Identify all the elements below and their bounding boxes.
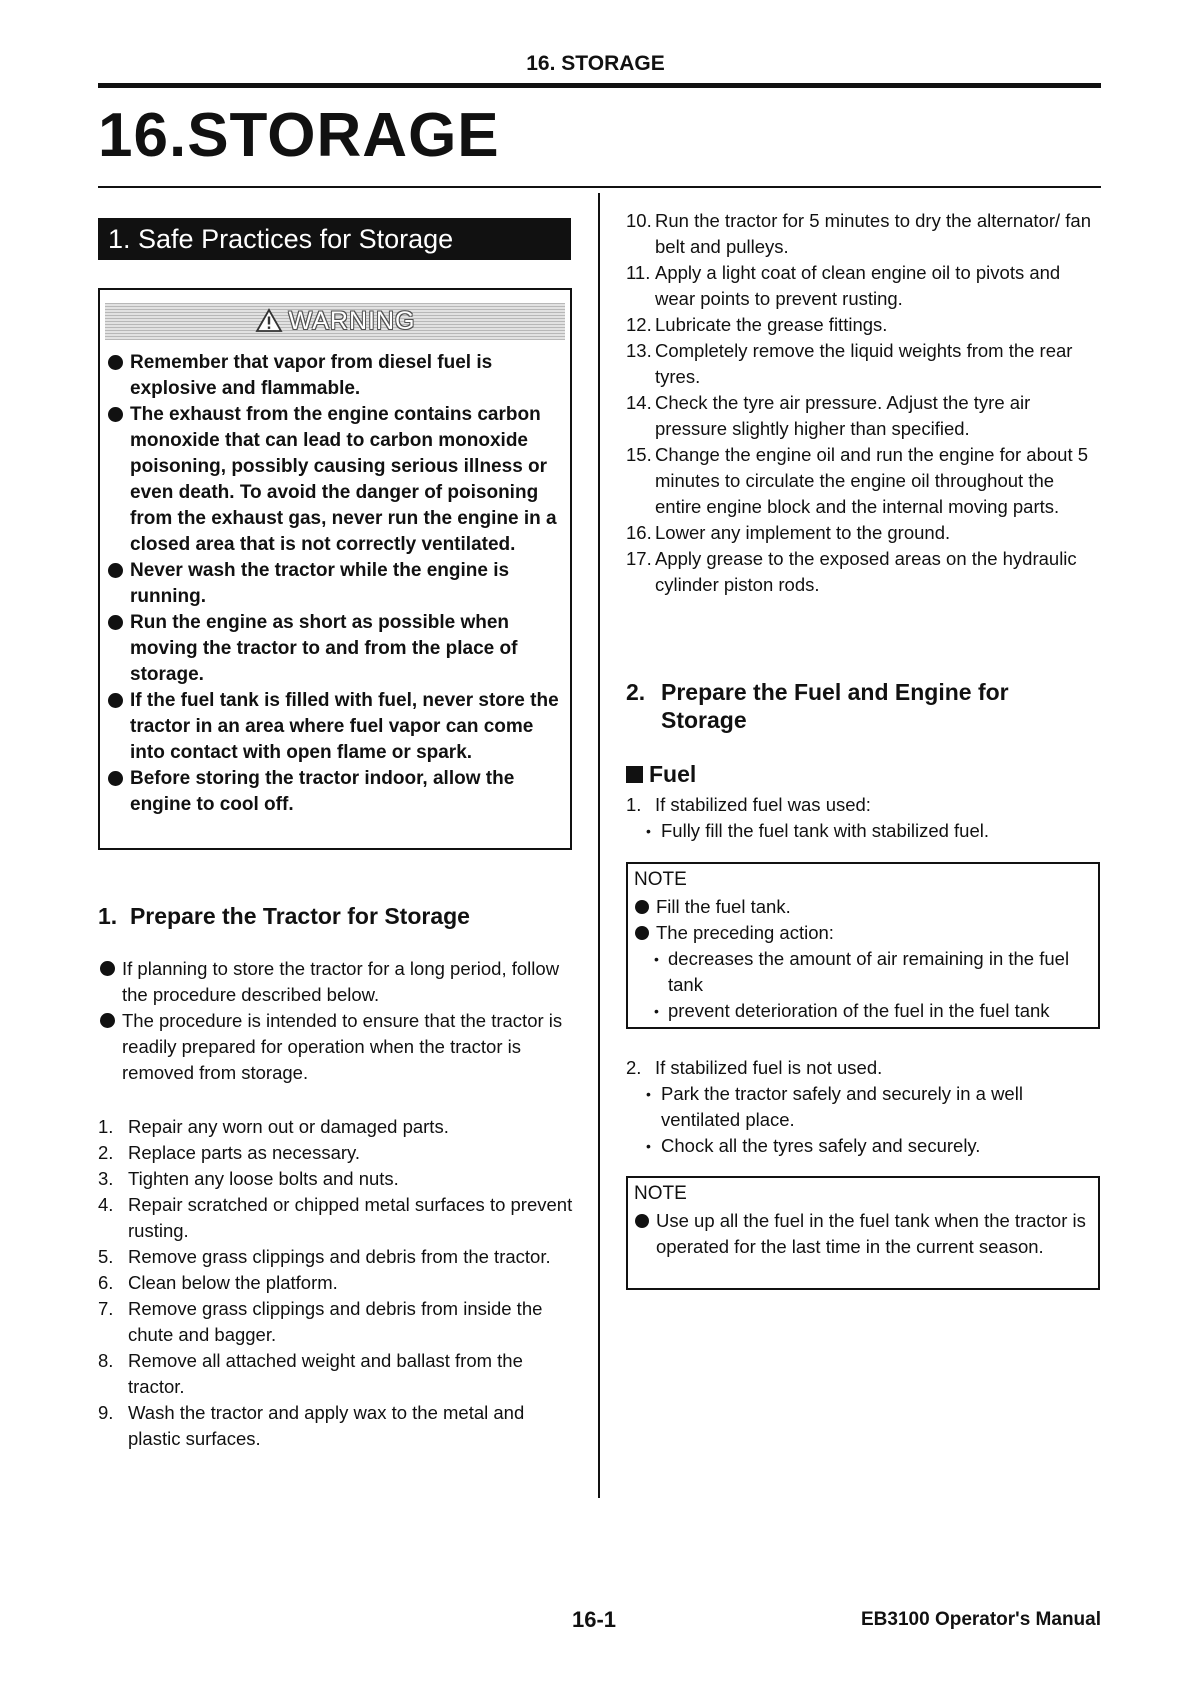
step-text: Repair scratched or chipped metal surfaces to prevent rusting.: [128, 1194, 573, 1241]
warning-box: [98, 288, 572, 850]
list-item: [98, 1400, 573, 1452]
manual-name: EB3100 Operator's Manual: [861, 1609, 1101, 1630]
list-item: [626, 546, 1101, 598]
section-number: 2.: [626, 679, 646, 705]
title-rule: [98, 186, 1101, 188]
step-text: If stabilized fuel was used:: [655, 794, 871, 815]
step-text: Completely remove the liquid weights from the rear tyres.: [655, 340, 1073, 387]
note-title: NOTE: [634, 1183, 687, 1204]
list-item: [626, 390, 1101, 442]
intro-bullet: If planning to store the tractor for a long period, follow the procedure described below.: [98, 956, 573, 1008]
note-list: [634, 894, 1094, 1024]
warning-item: Before storing the tractor indoor, allow the engine to cool off.: [106, 766, 566, 818]
list-item: [626, 312, 1101, 338]
step-number: 10.: [626, 210, 652, 231]
warning-item: If the fuel tank is filled with fuel, never store the tractor in an area where fuel vapor can come into contact with open flame or spark.: [106, 688, 566, 766]
step-number: 5.: [98, 1246, 114, 1267]
note-item: Use up all the fuel in the fuel tank when the tractor is operated for the last time in the current season.: [634, 1208, 1094, 1260]
note-sub-item: • decreases the amount of air remaining in the fuel tank: [634, 946, 1094, 998]
warning-banner: [105, 303, 565, 340]
intro-bullet: The procedure is intended to ensure that the tractor is readily prepared for operation when the tractor is removed from storage.: [98, 1008, 573, 1086]
warning-item: Remember that vapor from diesel fuel is explosive and flammable.: [106, 350, 566, 402]
warning-label: WARNING: [288, 307, 416, 335]
fuel-heading-text: Fuel: [649, 761, 697, 787]
note-title: NOTE: [634, 869, 687, 890]
step-text: Apply a light coat of clean engine oil to pivots and wear points to prevent rusting.: [655, 262, 1061, 309]
step-number: 6.: [98, 1272, 114, 1293]
step-number: 1.: [626, 794, 642, 815]
storage-steps-list-right: [626, 208, 1101, 598]
step-text: Lubricate the grease fittings.: [655, 314, 888, 335]
warning-list: [106, 350, 566, 818]
step-number: 17.: [626, 548, 652, 569]
list-item: [626, 208, 1101, 260]
list-item: [98, 1114, 573, 1140]
list-item: [98, 1244, 573, 1270]
note-list: [634, 1208, 1094, 1260]
page-number: 16-1: [572, 1607, 617, 1632]
fuel-heading: [626, 760, 696, 788]
list-item: [98, 1192, 573, 1244]
step-number: 11.: [626, 262, 651, 283]
step-number: 15.: [626, 444, 652, 465]
step-text: Repair any worn out or damaged parts.: [128, 1116, 449, 1137]
step-number: 12.: [626, 314, 652, 335]
subsection-heading-prepare-tractor: 1. Prepare the Tractor for Storage: [98, 903, 470, 929]
section-title: Prepare the Fuel and Engine for Storage: [661, 679, 1009, 733]
running-header: 16. STORAGE: [526, 52, 665, 75]
note-box: [626, 1176, 1100, 1290]
note-item: Fill the fuel tank.: [634, 894, 1094, 920]
step-number: 3.: [98, 1168, 114, 1189]
list-item: [626, 520, 1101, 546]
step-text: Lower any implement to the ground.: [655, 522, 951, 543]
sub-item: • Park the tractor safely and securely in a well ventilated place.: [626, 1081, 1101, 1133]
list-item: [626, 338, 1101, 390]
step-text: Remove all attached weight and ballast from the tractor.: [128, 1350, 523, 1397]
step-number: 2.: [626, 1057, 642, 1078]
intro-bullet-list: [98, 956, 573, 1086]
step-text: Remove grass clippings and debris from inside the chute and bagger.: [128, 1298, 543, 1345]
step-number: 4.: [98, 1194, 114, 1215]
step-text: Remove grass clippings and debris from the tractor.: [128, 1246, 551, 1267]
subsection-heading-prepare-fuel-engine: [626, 678, 1096, 734]
column-divider: [598, 193, 600, 1498]
list-item: [626, 260, 1101, 312]
warning-item: Run the engine as short as possible when moving the tractor to and from the place of storage.: [106, 610, 566, 688]
step-number: 16.: [626, 522, 652, 543]
warning-item: The exhaust from the engine contains carbon monoxide that can lead to carbon monoxide poisoning, possibly causing serious illness or even death. To avoid the danger of poisoning from the exhaust gas, never run the engine in a closed area that is not correctly ventilated.: [106, 402, 566, 558]
warning-item: Never wash the tractor while the engine is running.: [106, 558, 566, 610]
list-item: [98, 1296, 573, 1348]
storage-steps-list-left: [98, 1114, 573, 1452]
note-sub-item: • prevent deterioration of the fuel in the fuel tank: [634, 998, 1094, 1024]
chapter-title: 16.STORAGE: [98, 101, 500, 170]
step-text: If stabilized fuel is not used.: [655, 1057, 883, 1078]
step-text: Clean below the platform.: [128, 1272, 338, 1293]
step-number: 1.: [98, 1116, 114, 1137]
sub-item: • Fully fill the fuel tank with stabilized fuel.: [626, 818, 1101, 844]
list-item: [626, 442, 1101, 520]
step-number: 2.: [98, 1142, 114, 1163]
step-text: Change the engine oil and run the engine for about 5 minutes to circulate the engine oil throughout the entire engine block and the internal moving parts.: [655, 444, 1089, 517]
list-item: [98, 1166, 573, 1192]
note-item: The preceding action:: [634, 920, 1094, 946]
step-text: Tighten any loose bolts and nuts.: [128, 1168, 399, 1189]
step-number: 8.: [98, 1350, 114, 1371]
step-number: 14.: [626, 392, 652, 413]
note-box: [626, 862, 1100, 1029]
square-bullet-icon: [626, 766, 643, 783]
step-number: 7.: [98, 1298, 114, 1319]
step-text: Check the tyre air pressure. Adjust the tyre air pressure slightly higher than specified.: [655, 392, 1031, 439]
list-item: [98, 1270, 573, 1296]
header-rule: [98, 83, 1101, 88]
fuel-step-2: [626, 1055, 1101, 1159]
step-text: Run the tractor for 5 minutes to dry the alternator/ fan belt and pulleys.: [655, 210, 1091, 257]
section-heading-safe-practices: 1. Safe Practices for Storage: [98, 218, 571, 260]
step-text: Wash the tractor and apply wax to the metal and plastic surfaces.: [128, 1402, 525, 1449]
list-item: [98, 1140, 573, 1166]
step-number: 9.: [98, 1402, 114, 1423]
list-item: [98, 1348, 573, 1400]
step-number: 13.: [626, 340, 652, 361]
fuel-step-1: [626, 792, 1101, 844]
step-text: Replace parts as necessary.: [128, 1142, 361, 1163]
step-text: Apply grease to the exposed areas on the hydraulic cylinder piston rods.: [655, 548, 1077, 595]
sub-item: • Chock all the tyres safely and securely.: [626, 1133, 1101, 1159]
warning-triangle-icon: [255, 308, 283, 333]
